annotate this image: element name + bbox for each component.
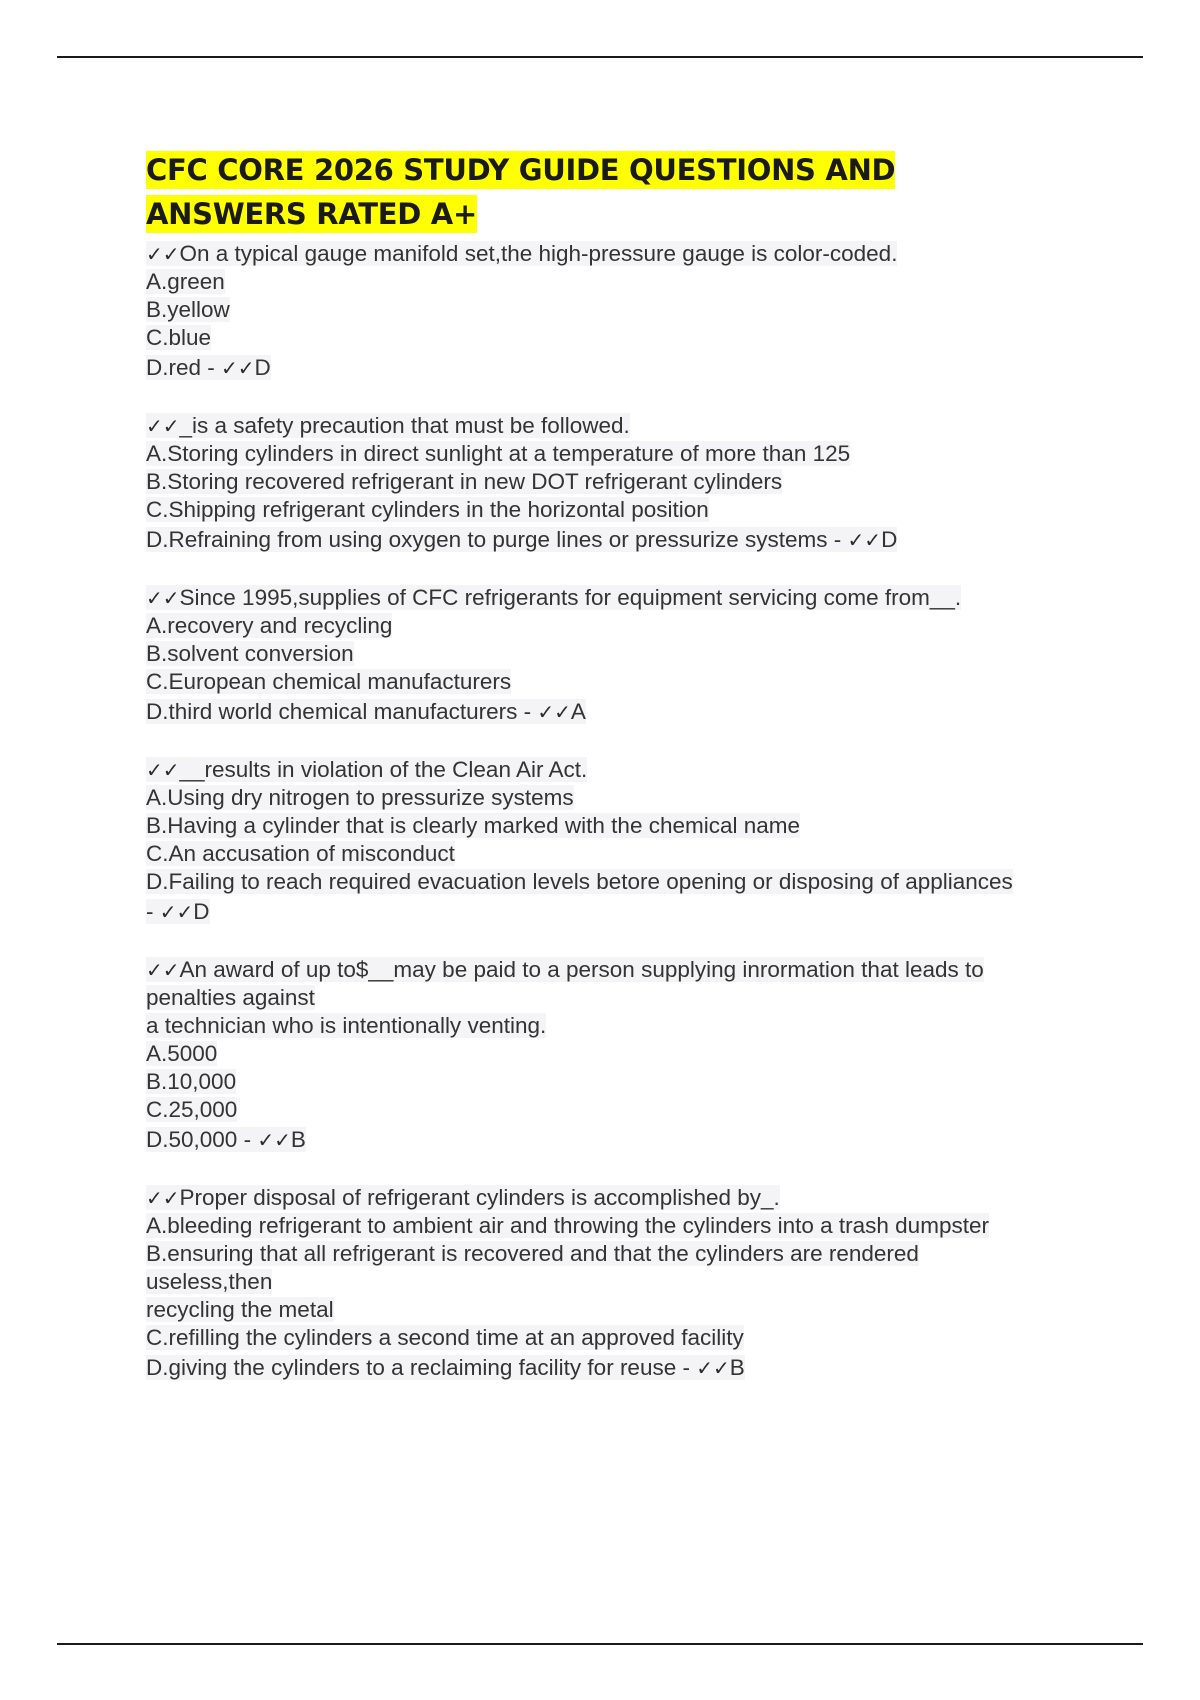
correct-answer: B — [729, 1355, 745, 1380]
option-text: B.10,000 — [146, 1069, 237, 1094]
answer-option — [146, 812, 1086, 840]
option-text: D.Refraining from using oxygen to purge lines or pressurize systems - — [146, 527, 848, 552]
option-text: D.50,000 - — [146, 1127, 258, 1152]
document-title — [146, 148, 1086, 236]
question-block — [146, 1184, 1086, 1382]
question-line: On a typical gauge manifold set,the high-pressure gauge is color-coded. — [179, 241, 898, 266]
question-text — [146, 956, 1086, 984]
title-line-1: CFC CORE 2026 STUDY GUIDE QUESTIONS AND — [146, 153, 896, 187]
option-text: C.An accusation of misconduct — [146, 841, 455, 866]
check-mark-icon: ✓✓ — [847, 528, 882, 552]
option-text: A.5000 — [146, 1041, 218, 1066]
check-mark-icon: ✓✓ — [159, 900, 194, 924]
answer-option — [146, 1212, 1086, 1240]
option-text: A.green — [146, 269, 225, 294]
question-text — [146, 756, 1086, 784]
correct-answer: D — [193, 899, 210, 924]
answer-option — [146, 468, 1086, 496]
check-mark-icon: ✓✓ — [537, 700, 571, 724]
option-text: C.refilling the cylinders a second time at an approved facility — [146, 1325, 744, 1350]
answer-option — [146, 496, 1086, 524]
answer-option-final — [146, 898, 1086, 926]
option-text: D.giving the cylinders to a reclaiming facility for reuse - — [146, 1355, 697, 1380]
question-line: _is a safety precaution that must be followed. — [179, 413, 630, 438]
question-text-continued — [146, 1012, 1086, 1040]
answer-option-final — [146, 354, 1086, 382]
check-mark-icon: ✓✓ — [146, 958, 180, 982]
question-line: __results in violation of the Clean Air Act. — [179, 757, 588, 782]
question-text — [146, 240, 1086, 268]
check-mark-icon: ✓✓ — [146, 242, 180, 266]
correct-answer: A — [570, 699, 586, 724]
option-text: recycling the metal — [146, 1297, 334, 1322]
answer-option — [146, 840, 1086, 868]
check-mark-icon: ✓✓ — [146, 1186, 180, 1210]
option-text: C.European chemical manufacturers — [146, 669, 512, 694]
option-text: D.third world chemical manufacturers - — [146, 699, 538, 724]
answer-option — [146, 1240, 1086, 1268]
question-line: Proper disposal of refrigerant cylinders is accomplished by_. — [179, 1185, 780, 1210]
question-text — [146, 584, 1086, 612]
answer-option — [146, 440, 1086, 468]
correct-answer: D — [881, 527, 898, 552]
option-text: D.Failing to reach required evacuation levels betore opening or disposing of appliances — [146, 869, 1013, 894]
question-text-continued — [146, 984, 1086, 1012]
answer-option — [146, 612, 1086, 640]
option-text: B.Having a cylinder that is clearly marked with the chemical name — [146, 813, 801, 838]
answer-option — [146, 1068, 1086, 1096]
question-line: penalties against — [146, 985, 315, 1010]
option-text: A.bleeding refrigerant to ambient air and throwing the cylinders into a trash dumpster — [146, 1213, 989, 1238]
check-mark-icon: ✓✓ — [146, 586, 180, 610]
question-block — [146, 584, 1086, 726]
check-mark-icon: ✓✓ — [221, 356, 255, 380]
answer-option — [146, 1296, 1086, 1324]
question-list — [146, 240, 1086, 1382]
question-line: Since 1995,supplies of CFC refrigerants for equipment servicing come from__. — [179, 585, 962, 610]
answer-option — [146, 1040, 1086, 1068]
answer-option — [146, 640, 1086, 668]
option-text: C.blue — [146, 325, 212, 350]
correct-answer: B — [290, 1127, 306, 1152]
answer-option — [146, 1096, 1086, 1124]
check-mark-icon: ✓✓ — [146, 414, 180, 438]
option-text: C.25,000 — [146, 1097, 238, 1122]
option-text: A.Using dry nitrogen to pressurize systems — [146, 785, 574, 810]
top-rule — [57, 56, 1143, 58]
question-text — [146, 1184, 1086, 1212]
answer-option — [146, 1324, 1086, 1352]
option-text: A.Storing cylinders in direct sunlight at a temperature of more than 125 — [146, 441, 851, 466]
bottom-rule — [57, 1643, 1143, 1645]
answer-option — [146, 296, 1086, 324]
answer-option-final — [146, 698, 1086, 726]
question-block — [146, 756, 1086, 926]
check-mark-icon: ✓✓ — [696, 1356, 730, 1380]
option-text: B.Storing recovered refrigerant in new DOT refrigerant cylinders — [146, 469, 783, 494]
question-line: An award of up to$__may be paid to a person supplying inrormation that leads to — [179, 957, 984, 982]
option-text: A.recovery and recycling — [146, 613, 393, 638]
option-text: B.yellow — [146, 297, 230, 322]
answer-option — [146, 668, 1086, 696]
option-text: - — [146, 899, 160, 924]
option-text: D.red - — [146, 355, 222, 380]
question-block — [146, 240, 1086, 382]
answer-option-final — [146, 1126, 1086, 1154]
answer-option — [146, 1268, 1086, 1296]
option-text: C.Shipping refrigerant cylinders in the horizontal position — [146, 497, 709, 522]
correct-answer: D — [254, 355, 271, 380]
option-text: B.ensuring that all refrigerant is recovered and that the cylinders are rendered — [146, 1241, 919, 1266]
document-body — [146, 148, 1086, 1412]
question-block — [146, 412, 1086, 554]
check-mark-icon: ✓✓ — [257, 1128, 291, 1152]
title-line-2: ANSWERS RATED A+ — [146, 197, 477, 231]
answer-option — [146, 268, 1086, 296]
answer-option-final — [146, 1354, 1086, 1382]
answer-option-final — [146, 526, 1086, 554]
option-text: useless,then — [146, 1269, 273, 1294]
answer-option — [146, 784, 1086, 812]
option-text: B.solvent conversion — [146, 641, 354, 666]
answer-option — [146, 324, 1086, 352]
question-block — [146, 956, 1086, 1154]
answer-option — [146, 868, 1086, 896]
check-mark-icon: ✓✓ — [146, 758, 180, 782]
question-text — [146, 412, 1086, 440]
question-line: a technician who is intentionally venting. — [146, 1013, 547, 1038]
